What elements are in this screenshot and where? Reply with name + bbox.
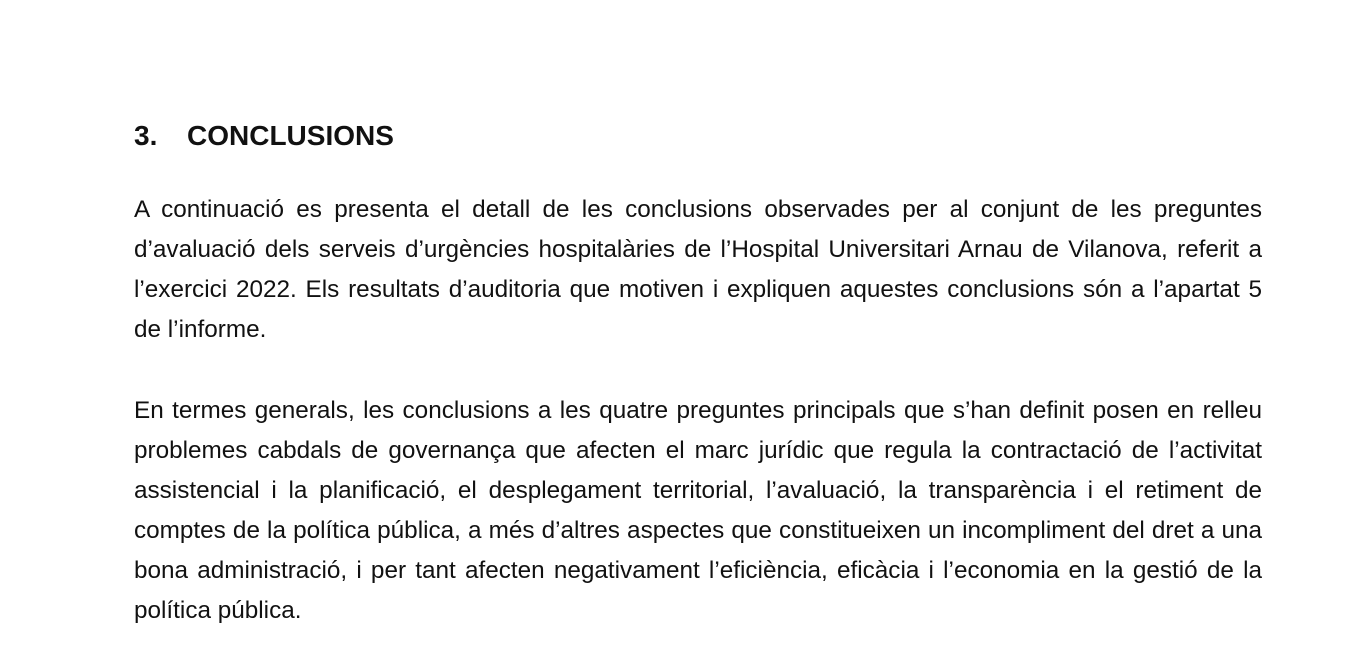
paragraph-general-terms: En termes generals, les conclusions a les quatre preguntes principals que s’han definit posen en relleu problemes cabdals de governança que afecten el marc jurídic que regula la contractació de l’activitat assistencial i la planificació, el desplegament territorial, l’avaluació, la transparència i el retiment de comptes de la política pública, a més d’altres aspectes que constitueixen un incompliment del dret a una bona administració, i per tant afecten negativament l’eficiència, eficàcia i l’economia en la gestió de la política pública. — [134, 397, 1262, 624]
section-title: CONCLUSIONS — [187, 120, 394, 151]
section-heading — [134, 112, 1262, 160]
document-page — [134, 112, 1262, 631]
section-number: 3. — [134, 120, 158, 151]
paragraph-intro: A continuació es presenta el detall de les conclusions observades per al conjunt de les preguntes d’avaluació dels serveis d’urgències hospitalàries de l’Hospital Universitari Arnau de Vilanova, referit a l’exercici 2022. Els resultats d’auditoria que motiven i expliquen aquestes conclusions són a l’apartat 5 de l’informe. — [134, 196, 1262, 343]
